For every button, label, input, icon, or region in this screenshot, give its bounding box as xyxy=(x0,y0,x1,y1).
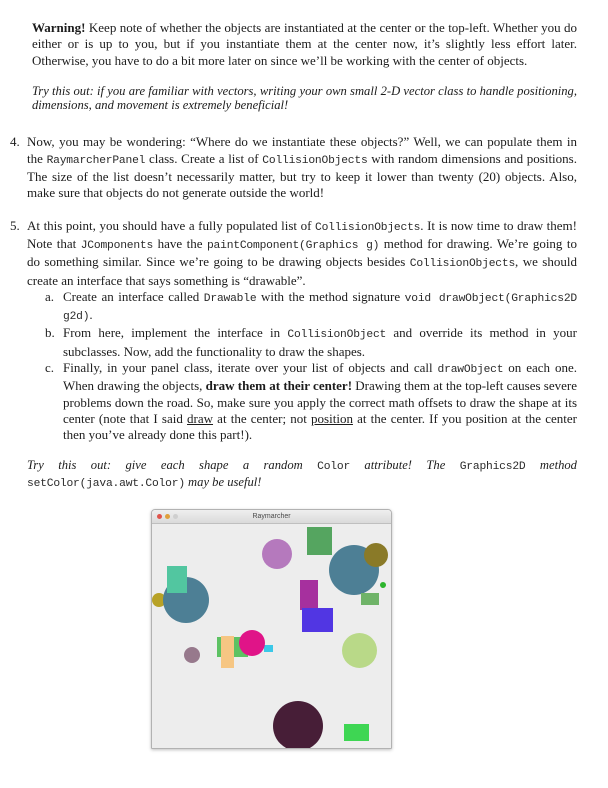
sub-list-letter: a. xyxy=(45,288,55,304)
text-segment: CollisionObjects xyxy=(262,154,368,167)
text-segment: . xyxy=(89,307,93,323)
text-segment: paintComponent(Graphics g) xyxy=(206,239,380,252)
text-segment: RaymarcherPanel xyxy=(46,154,146,167)
text-segment: From here, implement the interface in xyxy=(63,325,288,341)
text-segment: Finally, in your panel class, iterate over your list of objects and call xyxy=(63,360,438,376)
warning-paragraph xyxy=(32,20,577,69)
text-segment: Warning! xyxy=(32,20,86,35)
shape-rect xyxy=(300,580,318,610)
zoom-button-icon[interactable] xyxy=(173,514,178,519)
text-segment: at the center; not xyxy=(213,410,312,426)
text-segment: at the center. If you position at the center then you’ve already done this part!). xyxy=(63,410,577,443)
window-title: Raymarcher xyxy=(252,512,291,520)
sub-item-a-text xyxy=(63,289,577,322)
shape-circle xyxy=(239,630,265,656)
list-item-4 xyxy=(10,134,577,201)
sub-item-a xyxy=(45,288,578,326)
shape-circle xyxy=(262,539,292,569)
text-segment: method xyxy=(525,457,577,472)
list-number: 5. xyxy=(10,217,20,233)
window-controls xyxy=(157,514,178,519)
raymarcher-canvas xyxy=(152,524,391,748)
shape-rect xyxy=(344,724,369,741)
text-segment: draw xyxy=(187,410,214,426)
sub-item-b xyxy=(45,325,577,360)
text-segment: draw them at their center! xyxy=(205,378,353,394)
text-segment: Color xyxy=(317,460,351,473)
text-segment: void drawObject(Graphics2D g2d) xyxy=(63,292,578,324)
shape-rect xyxy=(167,566,187,593)
shape-circle xyxy=(273,701,323,748)
text-segment: Keep note of whether the objects are instantiated at the center or the top-left. Whether you do either or is up to you, but if you instantiate them at the center now, it’s slightly less effort later. Otherwise, you have to do a bit more later on since we’ll be working with the center of objects. xyxy=(32,20,577,68)
shape-circle xyxy=(184,647,200,663)
list-item-4-text xyxy=(27,134,577,200)
text-segment: attribute! The xyxy=(350,457,460,472)
text-segment: method for drawing. We’re going to do something similar. Since we’re going to be drawing objects besides xyxy=(27,235,578,270)
sub-item-c xyxy=(45,360,578,443)
sub-item-b-text xyxy=(63,325,577,358)
shape-rect xyxy=(264,645,273,652)
text-segment: Create an interface called xyxy=(63,288,204,304)
color-tip-paragraph xyxy=(27,458,577,492)
text-segment: drawObject xyxy=(437,364,504,377)
text-segment: Try this out: if you are familiar with vectors, writing your own small 2-D vector class to handle positioning, dimensions, and movement is extremely beneficial! xyxy=(32,83,577,112)
text-segment: Now, you may be wondering: “Where do we instantiate these objects?” Well, we can populate them in the xyxy=(27,134,577,166)
close-button-icon[interactable] xyxy=(157,514,162,519)
sub-list-letter: b. xyxy=(45,325,55,341)
list-item-5 xyxy=(10,217,578,444)
text-segment: CollisionObjects xyxy=(314,221,421,234)
shape-circle xyxy=(380,582,386,588)
text-segment: have the xyxy=(153,235,207,251)
text-segment: Drawing them at the top-left causes severe problems down the road. So, make sure you apply the correct math offsets to draw the shape at its center (note that I said xyxy=(63,378,578,426)
text-segment: position xyxy=(311,410,353,426)
list-number: 4. xyxy=(10,134,20,150)
shape-rect xyxy=(361,593,379,605)
window-titlebar xyxy=(152,510,391,524)
list-item-5-text xyxy=(27,218,577,288)
raymarcher-window xyxy=(151,509,392,749)
sub-list-letter: c. xyxy=(45,360,55,376)
text-segment: CollisionObject xyxy=(287,329,387,342)
text-segment: Try this out: give each shape a random xyxy=(27,457,318,472)
text-segment: CollisionObjects xyxy=(409,258,516,271)
shape-circle xyxy=(342,633,377,668)
shape-circle xyxy=(364,543,388,567)
shape-rect xyxy=(307,527,332,555)
text-segment: with random dimensions and positions. The size of the list doesn’t necessarily matter, but try to keep it lower than twenty (20) objects. Also, make sure that objects do not generate outside the world! xyxy=(27,150,577,201)
shape-rect xyxy=(302,608,333,632)
text-segment: At this point, you should have a fully populated list of xyxy=(27,217,315,233)
vector-tip-paragraph xyxy=(32,85,577,113)
text-segment: with the method signature xyxy=(256,288,405,304)
text-segment: and override its method in your subclasses. Now, add the functionality to draw the shapes. xyxy=(63,325,577,359)
text-segment: . It is now time to draw them! Note that xyxy=(27,217,577,251)
text-segment: class. Create a list of xyxy=(145,150,263,166)
text-segment: JComponents xyxy=(80,239,154,252)
sub-item-c-text xyxy=(63,360,577,442)
shape-rect xyxy=(221,636,234,668)
minimize-button-icon[interactable] xyxy=(165,514,170,519)
text-segment: setColor(java.awt.Color) xyxy=(27,477,185,490)
text-segment: Drawable xyxy=(203,292,257,305)
text-segment: Graphics2D xyxy=(459,460,526,473)
text-segment: , we should create an interface that says something is “drawable”. xyxy=(27,254,577,288)
text-segment: on each one. When drawing the objects, xyxy=(63,360,577,394)
text-segment: may be useful! xyxy=(184,474,262,489)
